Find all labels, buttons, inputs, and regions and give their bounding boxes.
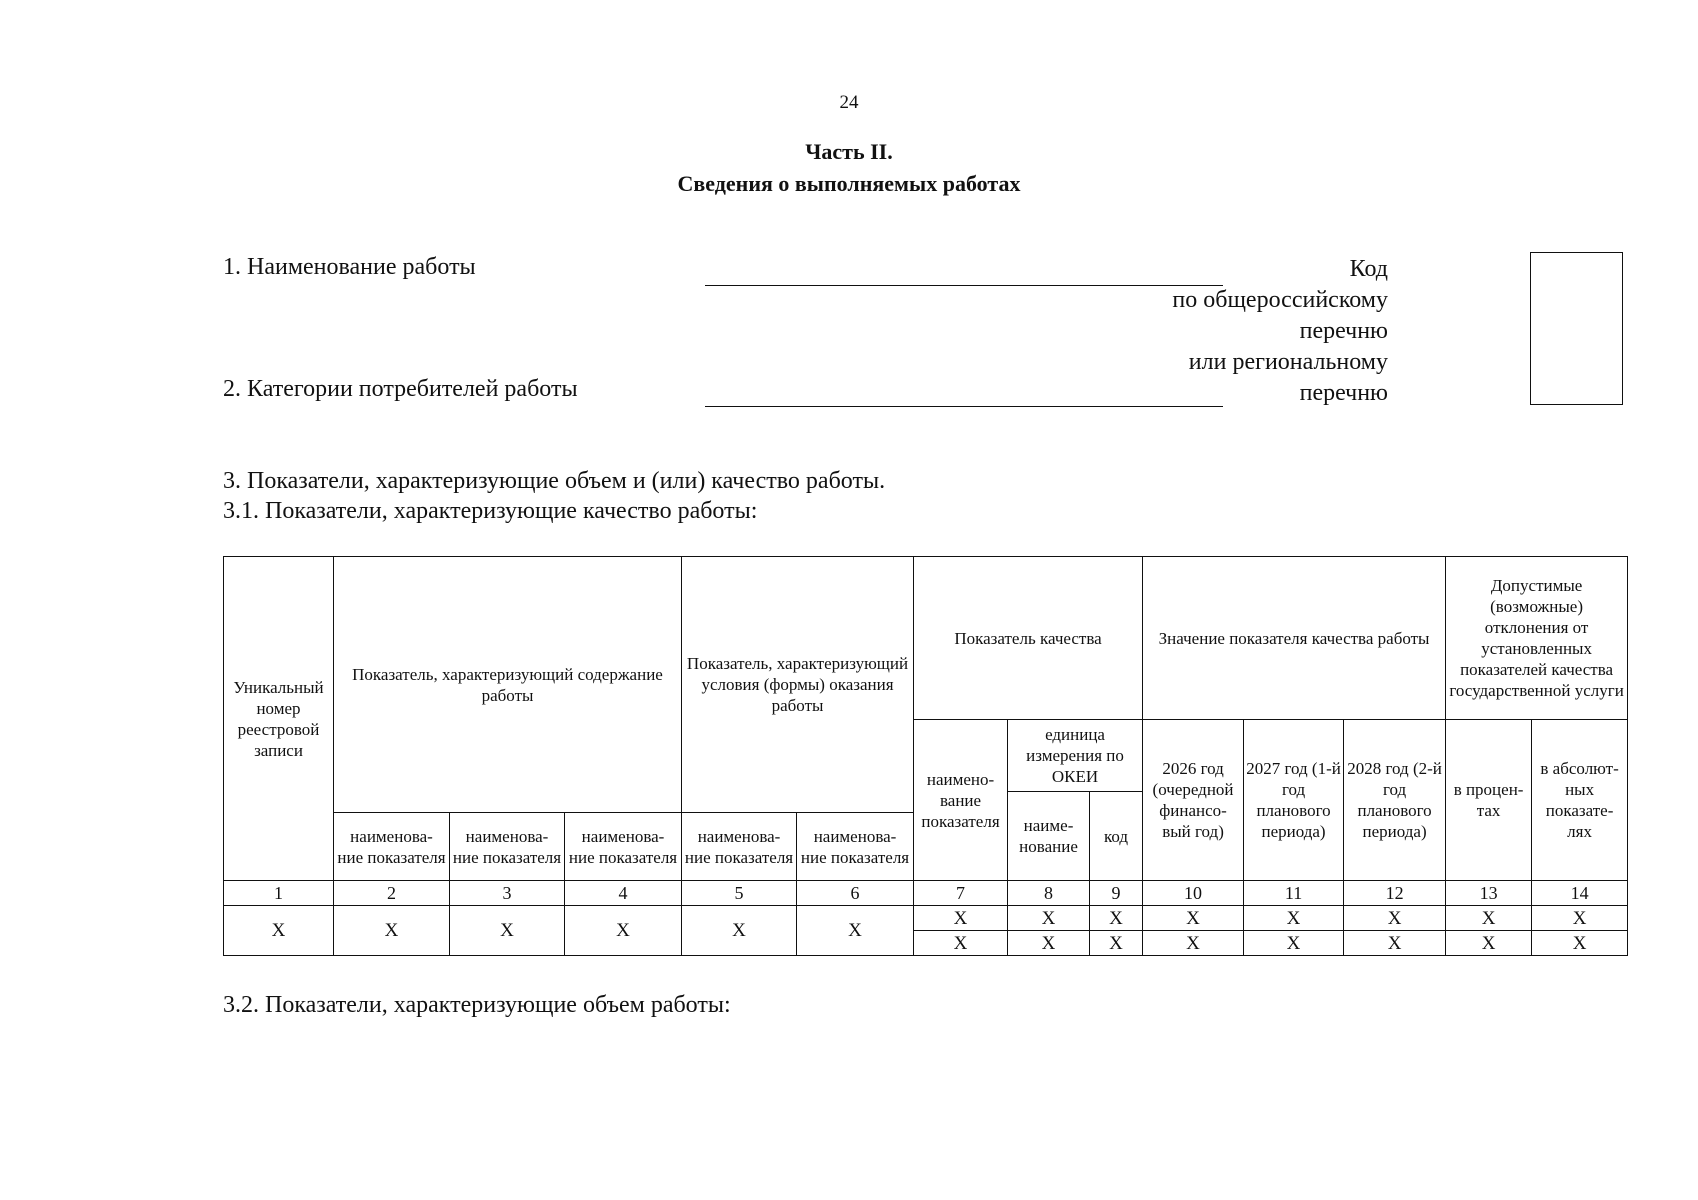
- header-year-2028: 2028 год (2-й год планового периода): [1344, 720, 1446, 881]
- column-number: 3: [450, 881, 565, 906]
- x-cell: Х: [450, 906, 565, 956]
- code-label-line: по общероссийскому: [1172, 287, 1388, 313]
- x-cell: Х: [682, 906, 797, 956]
- section-3-2-heading: 3.2. Показатели, характеризующие объем работы:: [223, 992, 731, 1018]
- column-number: 1: [224, 881, 334, 906]
- quality-table: [223, 556, 1628, 956]
- x-cell: Х: [1090, 906, 1143, 931]
- work-name-label: 1. Наименование работы: [223, 254, 476, 280]
- header-absolute: в абсолют- ных показате- лях: [1532, 720, 1628, 881]
- x-cell: Х: [1143, 931, 1244, 956]
- x-cell: Х: [1244, 931, 1344, 956]
- part-title-line2: Сведения о выполняемых работах: [677, 171, 1021, 196]
- x-cell: Х: [1143, 906, 1244, 931]
- column-number-row: [224, 881, 1628, 906]
- header-percent: в процен- тах: [1446, 720, 1532, 881]
- code-label-line: перечню: [1299, 318, 1388, 344]
- column-number: 13: [1446, 881, 1532, 906]
- column-number: 10: [1143, 881, 1244, 906]
- header-unique-number: Уникальный номер реестровой записи: [224, 557, 334, 881]
- header-deviations: Допустимые (возможные) отклонения от установленных показателей качества государственной услуги: [1446, 557, 1628, 720]
- part-title: [0, 136, 1698, 200]
- header-conditions-name-2: наименова- ние показателя: [797, 813, 914, 881]
- x-cell: Х: [914, 931, 1008, 956]
- code-box: [1530, 252, 1623, 405]
- page-number: 24: [839, 92, 859, 113]
- header-unit-okei: единица измерения по ОКЕИ: [1008, 720, 1143, 792]
- x-cell: Х: [1532, 906, 1628, 931]
- x-cell: Х: [914, 906, 1008, 931]
- x-cell: Х: [1090, 931, 1143, 956]
- table-row: [224, 906, 1628, 931]
- header-content-indicator: Показатель, характеризующий содержание работы: [334, 557, 682, 813]
- header-conditions-indicator: Показатель, характеризующий условия (формы) оказания работы: [682, 557, 914, 813]
- x-cell: Х: [797, 906, 914, 956]
- code-label-line: или региональному: [1188, 349, 1388, 375]
- column-number: 12: [1344, 881, 1446, 906]
- column-number: 9: [1090, 881, 1143, 906]
- section-3-1-heading: 3.1. Показатели, характеризующие качество работы:: [223, 498, 758, 524]
- x-cell: Х: [1244, 906, 1344, 931]
- x-cell: Х: [1344, 906, 1446, 931]
- column-number: 5: [682, 881, 797, 906]
- x-cell: Х: [565, 906, 682, 956]
- column-number: 11: [1244, 881, 1344, 906]
- consumers-label: 2. Категории потребителей работы: [223, 376, 578, 402]
- code-label: [1088, 254, 1388, 409]
- header-year-2026: 2026 год (очередной финансо- вый год): [1143, 720, 1244, 881]
- header-year-2027: 2027 год (1-й год планового периода): [1244, 720, 1344, 881]
- header-content-name-3: наименова- ние показателя: [565, 813, 682, 881]
- x-cell: Х: [1008, 906, 1090, 931]
- header-quality-indicator: Показатель качества: [914, 557, 1143, 720]
- header-unit-code: код: [1090, 792, 1143, 881]
- column-number: 8: [1008, 881, 1090, 906]
- x-cell: Х: [1446, 931, 1532, 956]
- x-cell: Х: [1446, 906, 1532, 931]
- column-number: 6: [797, 881, 914, 906]
- x-cell: Х: [1344, 931, 1446, 956]
- column-number: 14: [1532, 881, 1628, 906]
- x-cell: Х: [1008, 931, 1090, 956]
- x-cell: Х: [334, 906, 450, 956]
- header-unit-name: наиме- нование: [1008, 792, 1090, 881]
- header-conditions-name-1: наименова- ние показателя: [682, 813, 797, 881]
- code-label-line: Код: [1349, 256, 1388, 282]
- header-indicator-value: Значение показателя качества работы: [1143, 557, 1446, 720]
- section-3-heading: 3. Показатели, характеризующие объем и (или) качество работы.: [223, 468, 886, 494]
- column-number: 2: [334, 881, 450, 906]
- x-cell: Х: [224, 906, 334, 956]
- header-content-name-2: наименова- ние показателя: [450, 813, 565, 881]
- header-content-name-1: наименова- ние показателя: [334, 813, 450, 881]
- column-number: 4: [565, 881, 682, 906]
- x-cell: Х: [1532, 931, 1628, 956]
- part-title-line1: Часть II.: [805, 139, 893, 164]
- code-label-line: перечню: [1299, 380, 1388, 406]
- column-number: 7: [914, 881, 1008, 906]
- header-quality-name: наимено- вание показателя: [914, 720, 1008, 881]
